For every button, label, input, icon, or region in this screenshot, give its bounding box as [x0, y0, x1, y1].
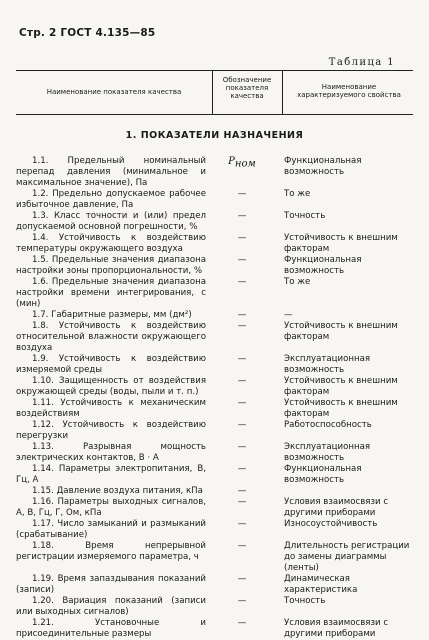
indicator-designation: — [237, 442, 247, 452]
characterized-property: Работоспособность [284, 420, 372, 430]
designation-subscript: ном [234, 158, 256, 170]
indicator-name: 1.5. Предельные значения диапазона настройки зоны пропорциональности, % [16, 255, 206, 276]
column-divider-2 [282, 70, 283, 114]
indicator-designation: — [237, 398, 247, 408]
indicator-designation: — [237, 310, 247, 320]
indicator-name: 1.12. Устойчивость к воздействию перегрузки [16, 420, 206, 441]
indicator-designation: — [237, 541, 247, 551]
characterized-property: Износоустойчивость [284, 519, 378, 529]
characterized-property: Эксплуатационная возможность [284, 442, 371, 463]
characterized-property: — [284, 310, 293, 320]
characterized-property: Устойчивость к внешним факторам [284, 233, 398, 254]
indicator-designation: — [237, 574, 247, 584]
indicator-designation: — [237, 497, 247, 507]
characterized-property: То же [284, 277, 311, 287]
indicator-name: 1.7. Габаритные размеры, мм (дм²) [32, 310, 192, 320]
indicator-name: 1.9. Устойчивость к воздействию измеряемой среды [16, 354, 206, 375]
indicator-designation: — [237, 420, 247, 430]
characterized-property: Точность [284, 211, 326, 221]
column-header-property: Наименование характеризуемого свойства [297, 83, 401, 99]
characterized-property: Условия взаимосвязи с другими приборами [284, 618, 389, 639]
indicator-name: 1.4. Устойчивость к воздействию температуры окружающего воздуха [16, 233, 206, 254]
table-number: Таблица 1 [328, 57, 395, 68]
table-header-rule [16, 114, 413, 115]
column-header-name: Наименование показателя качества [46, 88, 182, 96]
column-divider-1 [212, 70, 213, 114]
indicator-name: 1.16. Параметры выходных сигналов, А, В, Гц, Г, Ом, кПа [16, 497, 206, 518]
indicator-designation: — [237, 519, 247, 529]
indicator-designation: — [237, 486, 247, 496]
indicator-name: 1.21. Установочные и присоединительные размеры [16, 618, 206, 639]
indicator-designation: — [237, 376, 247, 386]
indicator-name: 1.19. Время запаздывания показаний (записи) [16, 574, 206, 595]
indicator-designation: — [237, 277, 247, 287]
indicator-designation: — [237, 321, 247, 331]
indicator-designation: — [237, 596, 247, 606]
indicator-designation: — [237, 255, 247, 265]
characterized-property: Точность [284, 596, 326, 606]
indicator-designation [216, 156, 268, 170]
indicator-designation: — [237, 189, 247, 199]
characterized-property: Эксплуатационная возможность [284, 354, 371, 375]
indicator-name: 1.17. Число замыканий и размыканий (срабатывание) [16, 519, 206, 540]
section-title: 1. ПОКАЗАТЕЛИ НАЗНАЧЕНИЯ [125, 130, 304, 141]
characterized-property: Функциональная возможность [284, 255, 362, 276]
indicator-name: 1.10. Защищенность от воздействия окружающей среды (воды, пыли и т. п.) [16, 376, 206, 397]
designation-symbol: P [228, 156, 235, 167]
indicator-designation: — [237, 354, 247, 364]
characterized-property: Условия взаимосвязи с другими приборами [284, 497, 389, 518]
characterized-property: Устойчивость к внешним факторам [284, 376, 398, 397]
characterized-property: Динамическая характеристика [284, 574, 358, 595]
indicator-name: 1.1. Предельный номинальный перепад давления (минимальное и максимальное значение), Па [16, 156, 206, 188]
indicator-designation: — [237, 211, 247, 221]
indicator-name: 1.14. Параметры электропитания, В, Гц, А [16, 464, 206, 485]
indicator-name: 1.18. Время непрерывной регистрации измеряемого параметра, ч [16, 541, 206, 562]
indicator-name: 1.3. Класс точности и (или) предел допускаемой основной погрешности, % [16, 211, 206, 232]
indicator-designation: — [237, 618, 247, 628]
characterized-property: Устойчивость к внешним факторам [284, 398, 398, 419]
characterized-property: Длительность регистрации до замены диаграммы (ленты) [284, 541, 410, 573]
column-header-designation: Обозначение показателя качества [222, 76, 272, 100]
indicator-designation: — [237, 464, 247, 474]
indicator-name: 1.6. Предельные значения диапазона настройки времени интегрирования, с (мин) [16, 277, 206, 309]
characterized-property: Функциональная возможность [284, 156, 362, 177]
indicator-designation: — [237, 233, 247, 243]
indicator-name: 1.15. Давление воздуха питания, кПа [32, 486, 203, 496]
indicator-name: 1.13. Разрывная мощность электрических контактов, В · А [16, 442, 206, 463]
table-top-rule [16, 70, 413, 71]
characterized-property: Функциональная возможность [284, 464, 362, 485]
page-header: Стр. 2 ГОСТ 4.135—85 [19, 27, 156, 39]
characterized-property: Устойчивость к внешним факторам [284, 321, 398, 342]
indicator-name: 1.2. Предельно допускаемое рабочее избыточное давление, Па [16, 189, 206, 210]
indicator-name: 1.20. Вариация показаний (записи или выходных сигналов) [16, 596, 206, 617]
indicator-name: 1.8. Устойчивость к воздействию относительной влажности окружающего воздуха [16, 321, 206, 353]
characterized-property: То же [284, 189, 311, 199]
indicator-name: 1.11. Устойчивость к механическим воздействиям [16, 398, 206, 419]
